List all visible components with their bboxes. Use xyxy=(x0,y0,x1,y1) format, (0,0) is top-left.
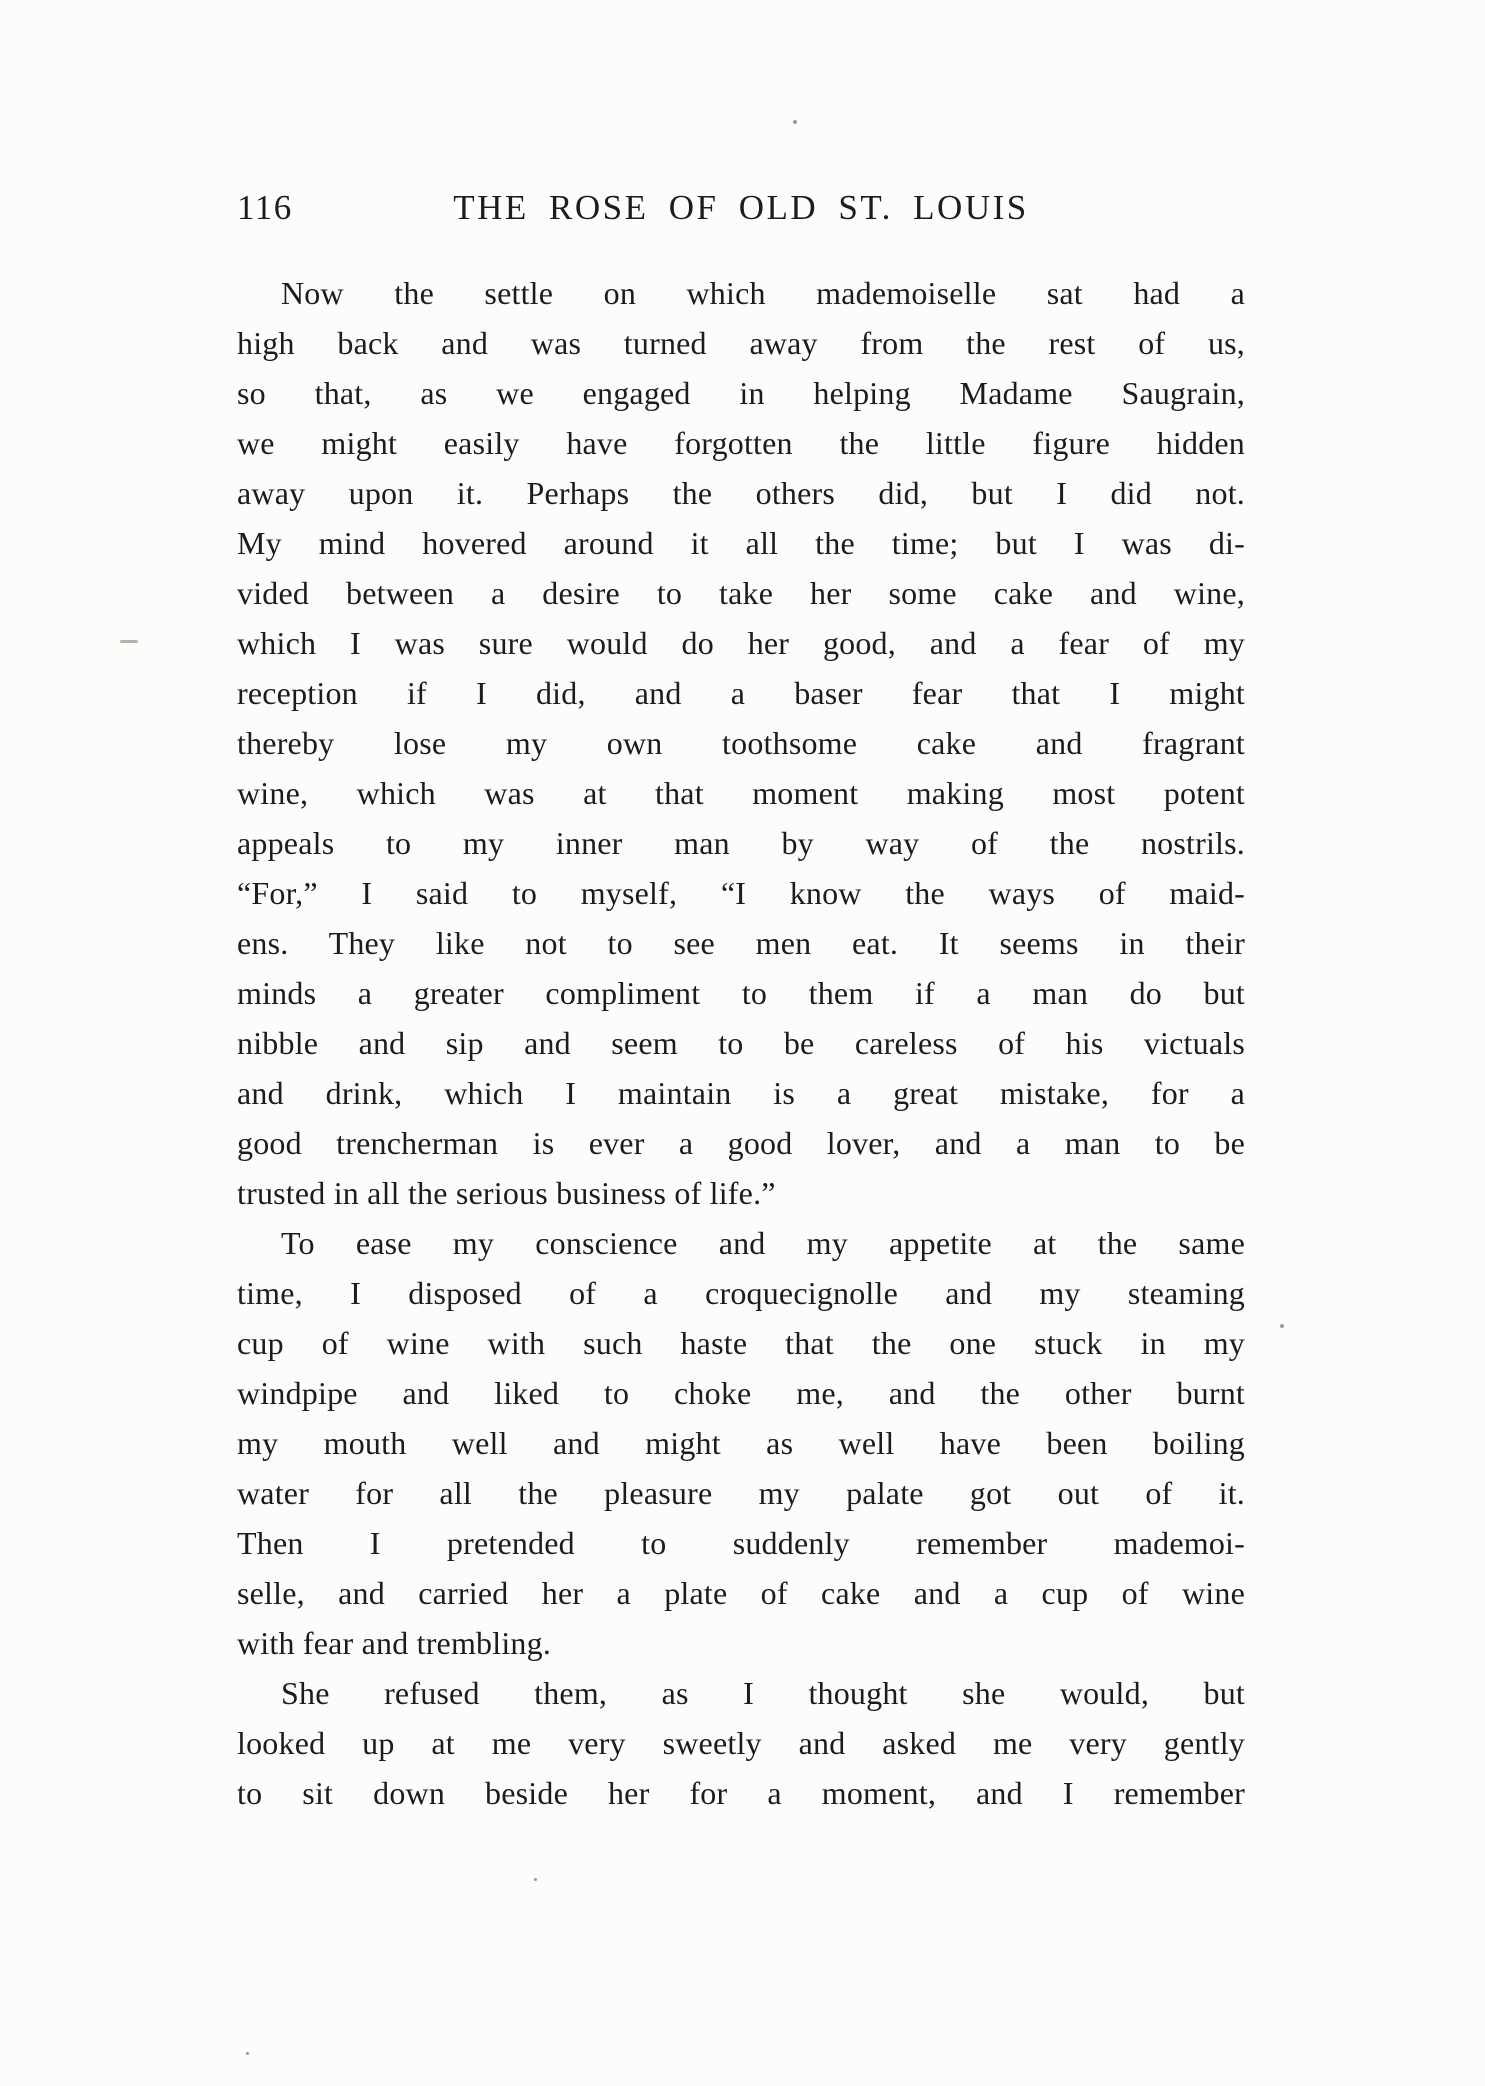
text-line: to sit down beside her for a moment, and I remember xyxy=(237,1775,1245,1811)
paragraph xyxy=(237,1218,1245,1668)
scan-speck xyxy=(534,1878,537,1881)
text-line: high back and was turned away from the rest of us, xyxy=(237,325,1245,361)
text-line: windpipe and liked to choke me, and the other burnt xyxy=(237,1375,1245,1411)
text-line: “For,” I said to myself, “I know the ways of maid- xyxy=(237,875,1245,911)
text-block xyxy=(237,268,1245,1818)
paragraph xyxy=(237,268,1245,1218)
text-line: reception if I did, and a baser fear that I might xyxy=(237,675,1245,711)
text-line: appeals to my inner man by way of the nostrils. xyxy=(237,825,1245,861)
text-line: water for all the pleasure my palate got out of it. xyxy=(237,1475,1245,1511)
text-line: my mouth well and might as well have been boiling xyxy=(237,1425,1245,1461)
text-line: Then I pretended to suddenly remember mademoi- xyxy=(237,1525,1245,1561)
text-line: so that, as we engaged in helping Madame Saugrain, xyxy=(237,375,1245,411)
text-line: and drink, which I maintain is a great mistake, for a xyxy=(237,1075,1245,1111)
running-title: THE ROSE OF OLD ST. LOUIS xyxy=(453,188,1029,227)
text-line: with fear and trembling. xyxy=(237,1625,552,1661)
text-line: selle, and carried her a plate of cake and a cup of wine xyxy=(237,1575,1245,1611)
text-line: wine, which was at that moment making most potent xyxy=(237,775,1245,811)
text-line: ens. They like not to see men eat. It seems in their xyxy=(237,925,1245,961)
scan-speck xyxy=(793,120,797,124)
text-line: minds a greater compliment to them if a man do but xyxy=(237,975,1245,1011)
text-line: My mind hovered around it all the time; but I was di- xyxy=(237,525,1245,561)
text-line: cup of wine with such haste that the one stuck in my xyxy=(237,1325,1245,1361)
page-header xyxy=(237,188,1245,234)
scan-speck xyxy=(1280,1324,1284,1328)
scan-speck xyxy=(120,640,138,643)
text-line: Now the settle on which mademoiselle sat had a xyxy=(281,275,1245,311)
text-line: trusted in all the serious business of life.” xyxy=(237,1175,776,1211)
text-line: nibble and sip and seem to be careless of his victuals xyxy=(237,1025,1245,1061)
text-line: She refused them, as I thought she would, but xyxy=(281,1675,1245,1711)
text-line: good trencherman is ever a good lover, and a man to be xyxy=(237,1125,1245,1161)
text-line: vided between a desire to take her some cake and wine, xyxy=(237,575,1245,611)
text-line: away upon it. Perhaps the others did, but I did not. xyxy=(237,475,1245,511)
paragraph xyxy=(237,1668,1245,1818)
text-line: thereby lose my own toothsome cake and fragrant xyxy=(237,725,1245,761)
text-line: we might easily have forgotten the little figure hidden xyxy=(237,425,1245,461)
scan-speck xyxy=(246,2052,249,2055)
text-line: which I was sure would do her good, and a fear of my xyxy=(237,625,1245,661)
text-line: To ease my conscience and my appetite at the same xyxy=(281,1225,1245,1261)
page-number: 116 xyxy=(237,188,293,227)
text-line: time, I disposed of a croquecignolle and my steaming xyxy=(237,1275,1245,1311)
text-line: looked up at me very sweetly and asked me very gently xyxy=(237,1725,1245,1761)
